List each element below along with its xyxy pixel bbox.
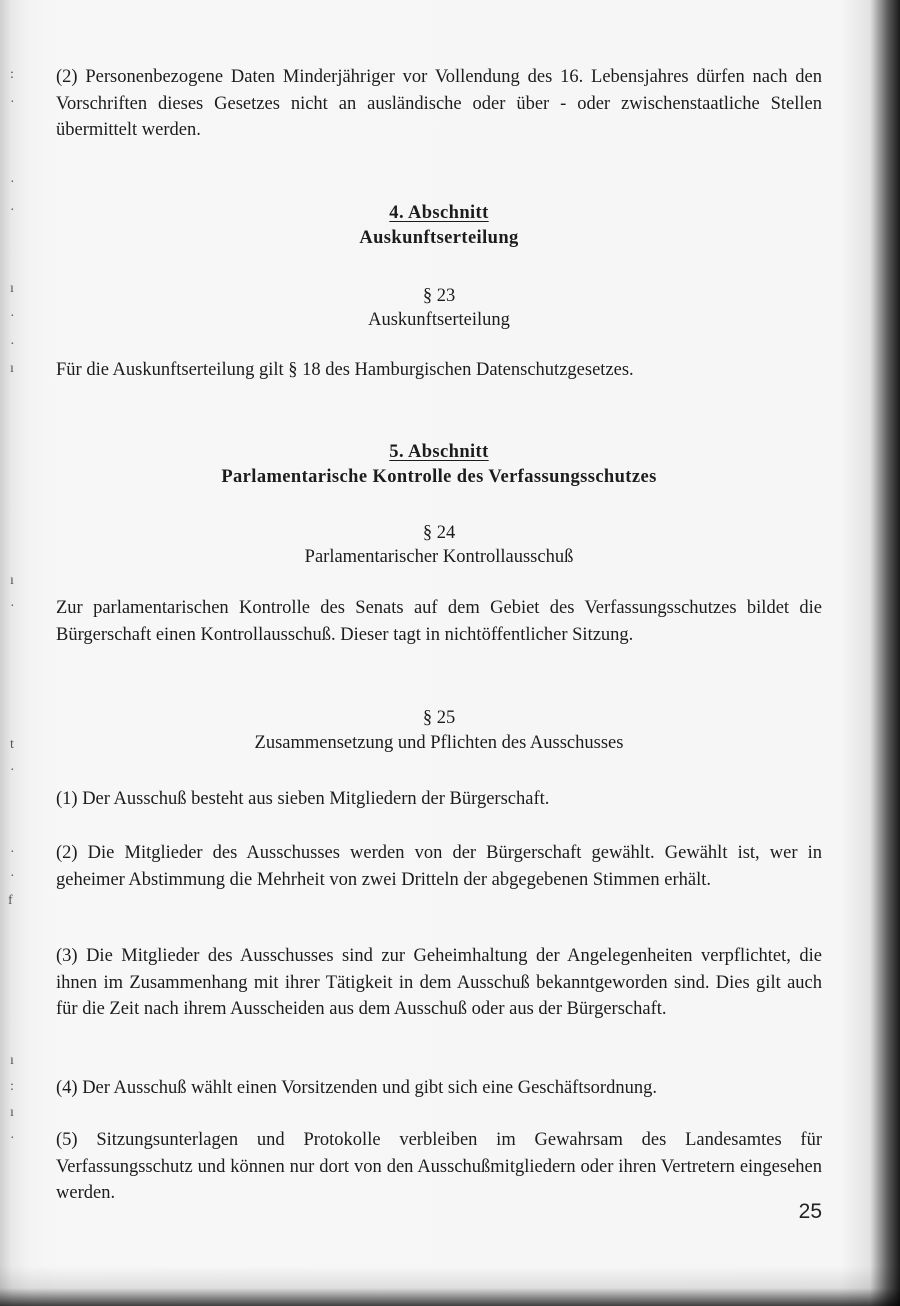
page-number: 25	[798, 1200, 822, 1223]
section-4-number	[56, 201, 822, 225]
paragraph-24-text: Zur parlamentarischen Kontrolle des Senats auf dem Gebiet des Verfassungsschutzes bildet die Bürgerschaft einen Kontrollausschuß. Dieser tagt in nichtöffentlicher Sitzung.	[56, 598, 822, 645]
paragraph-24-title: Parlamentarischer Kontrollausschuß	[304, 547, 574, 567]
paragraph-25-subsection-5: (5) Sitzungsunterlagen und Protokolle verbleiben im Gewahrsam des Landesamtes für Verfassungsschutz und können nur dort von den Ausschußmitgliedern oder ihren Vertretern eingesehen werden.	[56, 1130, 822, 1203]
paragraph-25-title: Zusammensetzung und Pflichten des Ausschusses	[254, 733, 624, 753]
section-4-title: Auskunftserteilung	[359, 228, 519, 248]
paragraph-25-subsection-3: (3) Die Mitglieder des Ausschusses sind zur Geheimhaltung der Angelegenheiten verpflichtet, die ihnen im Zusammenhang mit ihrer Tätigkeit in dem Ausschuß bekanntgeworden sind. Dies gilt auch für die Zeit nach ihrem Ausscheiden aus dem Ausschuß oder aus der Bürgerschaft.	[56, 946, 822, 1019]
paragraph-22-subsection-2: (2) Personenbezogene Daten Minderjähriger vor Vollendung des 16. Lebensjahres dürfen nach den Vorschriften dieses Gesetzes nicht an ausländische oder über - oder zwischenstaatliche Stellen übermittelt werden.	[56, 67, 822, 140]
paragraph-23-text: Für die Auskunftserteilung gilt § 18 des Hamburgischen Datenschutzgesetzes.	[56, 360, 634, 380]
left-margin-bleed-marks: : · · · ı · · ı ı · t · · · f ı : ı ·	[8, 67, 15, 1146]
section-5-number-text: 5. Abschnitt	[389, 442, 489, 462]
paragraph-25-subsection-2: (2) Die Mitglieder des Ausschusses werden von der Bürgerschaft gewählt. Gewählt ist, wer in geheimer Abstimmung die Mehrheit von zwei Dritteln der abgegebenen Stimmen erhält.	[56, 843, 822, 890]
paragraph-24-number: § 24	[422, 523, 456, 543]
paragraph-25-subsection-1: (1) Der Ausschuß besteht aus sieben Mitgliedern der Bürgerschaft.	[56, 789, 550, 809]
section-5-title: Parlamentarische Kontrolle des Verfassungsschutzes	[221, 467, 657, 487]
scan-bottom-shadow	[0, 1266, 900, 1306]
paragraph-23-title: Auskunftserteilung	[368, 310, 510, 330]
section-4-number-text: 4. Abschnitt	[389, 203, 489, 223]
section-5-number	[56, 440, 822, 464]
paragraph-23-number: § 23	[422, 286, 456, 306]
paragraph-25-subsection-4: (4) Der Ausschuß wählt einen Vorsitzenden und gibt sich eine Geschäftsordnung.	[56, 1078, 657, 1098]
paragraph-25-number: § 25	[422, 708, 456, 728]
